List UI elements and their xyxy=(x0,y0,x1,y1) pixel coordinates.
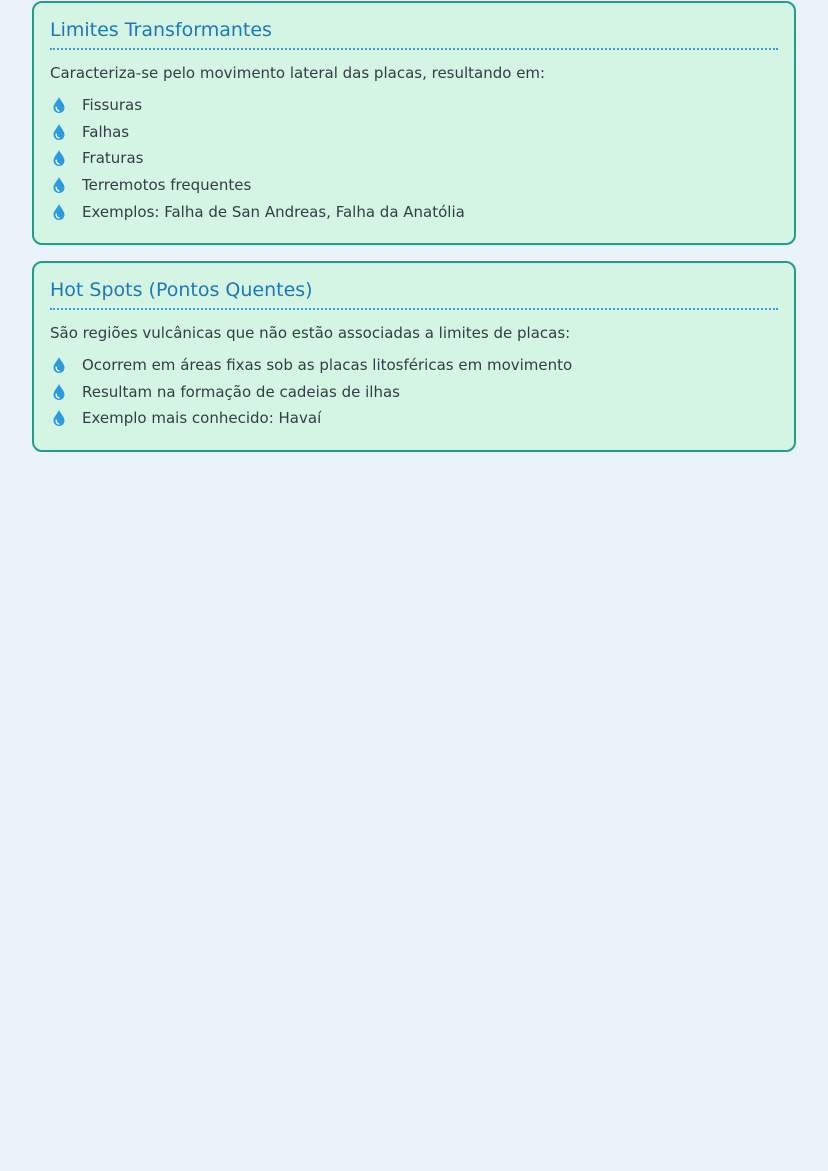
list-item-text: Terremotos frequentes xyxy=(82,176,252,195)
list-item xyxy=(50,172,778,199)
section-title: Hot Spots (Pontos Quentes) xyxy=(50,277,778,310)
list-item xyxy=(50,379,778,406)
water-drop-icon xyxy=(52,123,66,141)
list-item xyxy=(50,92,778,119)
water-drop-icon xyxy=(52,176,66,194)
list-item xyxy=(50,405,778,432)
bullet-list xyxy=(50,92,778,225)
water-drop-icon xyxy=(52,203,66,221)
list-item-text: Exemplo mais conhecido: Havaí xyxy=(82,409,322,428)
list-item-text: Ocorrem em áreas fixas sob as placas litosféricas em movimento xyxy=(82,356,573,375)
section-intro: Caracteriza-se pelo movimento lateral das placas, resultando em: xyxy=(50,64,546,82)
section-intro: São regiões vulcânicas que não estão associadas a limites de placas: xyxy=(50,323,571,342)
list-item xyxy=(50,145,778,172)
list-item-text: Exemplos: Falha de San Andreas, Falha da Anatólia xyxy=(82,202,465,221)
section-limites-transformantes xyxy=(32,1,796,245)
list-item xyxy=(50,119,778,146)
list-item xyxy=(50,198,778,225)
section-title: Limites Transformantes xyxy=(50,17,778,50)
water-drop-icon xyxy=(52,356,66,374)
bullet-list xyxy=(50,352,778,432)
water-drop-icon xyxy=(52,409,66,427)
list-item-text: Falhas xyxy=(82,122,130,141)
page xyxy=(32,0,796,468)
water-drop-icon xyxy=(52,96,66,114)
water-drop-icon xyxy=(52,149,66,167)
section-hot-spots xyxy=(32,261,796,452)
list-item-text: Fraturas xyxy=(82,149,144,168)
list-item-text: Fissuras xyxy=(82,96,143,115)
list-item xyxy=(50,352,778,379)
water-drop-icon xyxy=(52,383,66,401)
list-item-text: Resultam na formação de cadeias de ilhas xyxy=(82,382,400,401)
